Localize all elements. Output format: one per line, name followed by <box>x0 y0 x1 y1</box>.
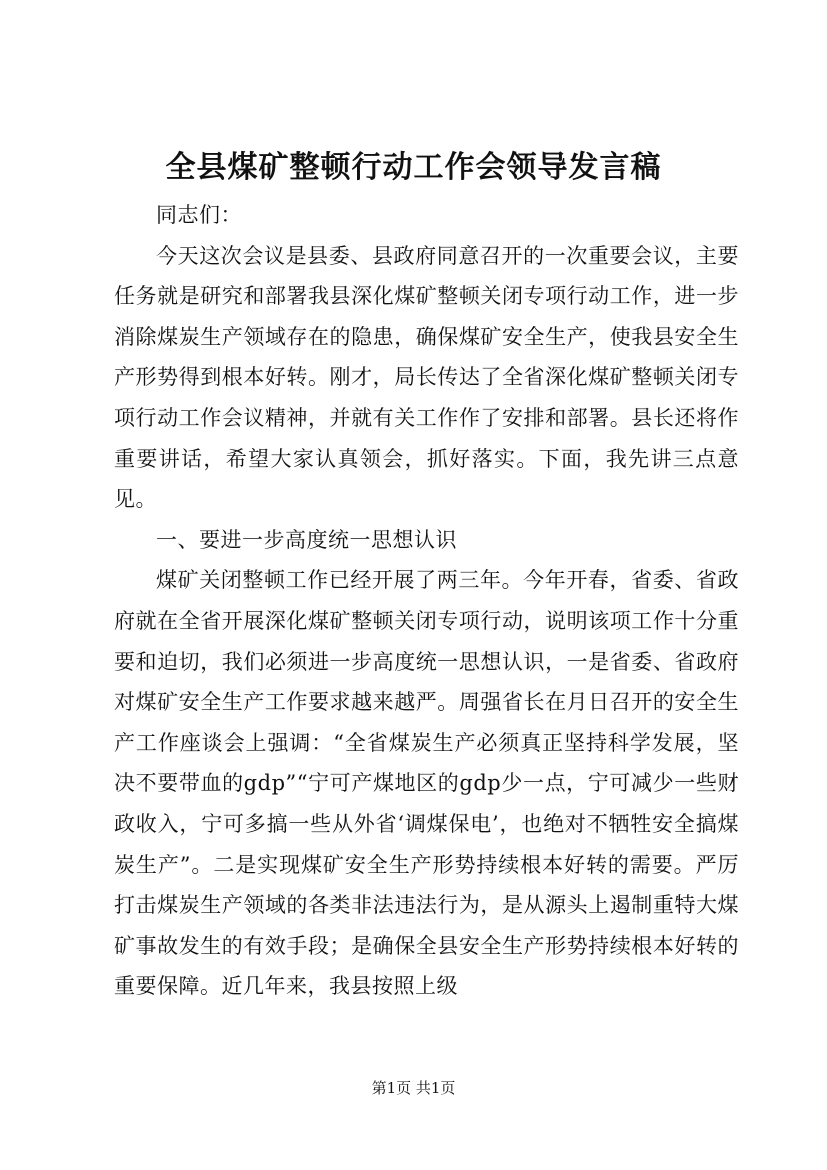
document-title: 全县煤矿整顿行动工作会领导发言稿 <box>165 150 662 185</box>
intro-paragraph: 今天这次会议是县委、县政府同意召开的一次重要会议，主要任务就是研究和部署我县深化煤矿整顿关闭专项行动工作，进一步消除煤炭生产领域存在的隐患，确保煤矿安全生产，使我县安全生产形势得到根本好转。刚才，局长传达了全省深化煤矿整顿关闭专项行动工作会议精神，并就有关工作作了安排和部署。县长还将作重要讲话，希望大家认真领会，抓好落实。下面，我先讲三点意见。 <box>114 243 739 512</box>
body-paragraph: 煤矿关闭整顿工作已经开展了两三年。今年开春，省委、省政府就在全省开展深化煤矿整顿关闭专项行动，说明该项工作十分重要和迫切，我们必须进一步高度统一思想认识，一是省委、省政府对煤矿安全生产工作要求越来越严。周强省长在月日召开的安全生产工作座谈会上强调：“全省煤炭生产必须真正坚持科学发展，坚决不要带血的gdp”“宁可产煤地区的gdp少一点，宁可减少一些财政收入，宁可多搞一些从外省‘调煤保电’，也绝对不牺牲安全搞煤炭生产”。二是实现煤矿安全生产形势持续根本好转的需要。严厉打击煤炭生产领域的各类非法违法行为，是从源头上遏制重特大煤矿事故发生的有效手段；是确保全县安全生产形势持续根本好转的重要保障。近几年来，我县按照上级 <box>114 568 739 999</box>
document-body <box>114 195 739 1007</box>
page-number-footer: 第1页 共1页 <box>371 1079 456 1097</box>
section-heading-1: 一、要进一步高度统一思想认识 <box>156 527 457 552</box>
salutation-paragraph: 同志们： <box>156 203 242 227</box>
